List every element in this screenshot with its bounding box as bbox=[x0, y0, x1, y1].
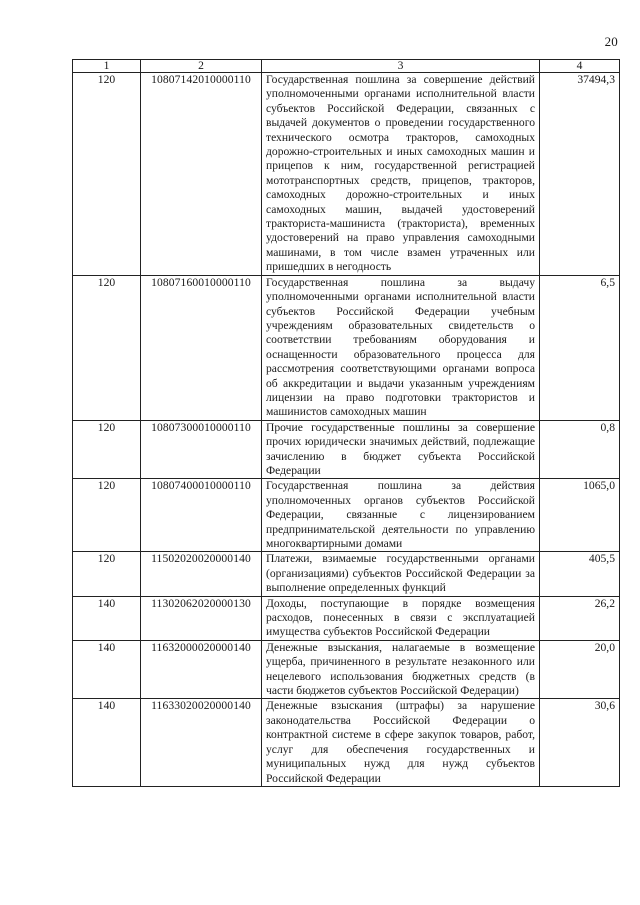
budget-code-cell: 10807160010000110 bbox=[141, 275, 262, 420]
revenue-table bbox=[72, 59, 620, 787]
header-col-2: 2 bbox=[141, 60, 262, 73]
revenue-name-cell: Платежи, взимаемые государственными органами (организациями) субъектов Российской Федерации за выполнение определенных функций bbox=[262, 552, 540, 596]
table-row bbox=[73, 699, 620, 786]
revenue-name-cell: Доходы, поступающие в порядке возмещения расходов, понесенных в связи с эксплуатацией имущества субъектов Российской Федерации bbox=[262, 596, 540, 640]
amount-cell: 30,6 bbox=[540, 699, 620, 786]
header-col-3: 3 bbox=[262, 60, 540, 73]
table-row bbox=[73, 420, 620, 479]
amount-cell: 0,8 bbox=[540, 420, 620, 479]
amount-cell: 6,5 bbox=[540, 275, 620, 420]
amount-cell: 26,2 bbox=[540, 596, 620, 640]
admin-code-cell: 140 bbox=[73, 640, 141, 699]
admin-code-cell: 120 bbox=[73, 552, 141, 596]
header-col-1: 1 bbox=[73, 60, 141, 73]
revenue-name-cell: Государственная пошлина за совершение действий уполномоченными органами исполнительной власти субъектов Российской Федерации, связанных с выдачей документов о проведении государственного технического осмотра тракторов, самоходных дорожно-строительных и иных самоходных машин и прицепов к ним, государственной регистрацией мототранспортных средств, прицепов, тракторов, самоходных дорожно-строительных и иных самоходных машин, выдачей удостоверений тракториста-машиниста (тракториста), временных удостоверений на право управления самоходными машинами, в том числе взамен утраченных или пришедших в негодность bbox=[262, 73, 540, 276]
page-number: 20 bbox=[604, 34, 618, 49]
amount-cell: 37494,3 bbox=[540, 73, 620, 276]
admin-code-cell: 140 bbox=[73, 596, 141, 640]
admin-code-cell: 120 bbox=[73, 420, 141, 479]
amount-cell: 20,0 bbox=[540, 640, 620, 699]
header-col-4: 4 bbox=[540, 60, 620, 73]
revenue-name-cell: Прочие государственные пошлины за совершение прочих юридически значимых действий, подлежащие зачислению в бюджет субъекта Российской Федерации bbox=[262, 420, 540, 479]
admin-code-cell: 120 bbox=[73, 479, 141, 552]
budget-code-cell: 10807400010000110 bbox=[141, 479, 262, 552]
table-row bbox=[73, 596, 620, 640]
amount-cell: 1065,0 bbox=[540, 479, 620, 552]
amount-cell: 405,5 bbox=[540, 552, 620, 596]
revenue-name-cell: Государственная пошлина за действия уполномоченных органов субъектов Российской Федерации, связанные с лицензированием предпринимательской деятельности по управлению многоквартирными домами bbox=[262, 479, 540, 552]
header-row bbox=[73, 60, 620, 73]
budget-code-cell: 10807300010000110 bbox=[141, 420, 262, 479]
table-row bbox=[73, 73, 620, 276]
admin-code-cell: 120 bbox=[73, 275, 141, 420]
budget-code-cell: 11502020020000140 bbox=[141, 552, 262, 596]
budget-code-cell: 11302062020000130 bbox=[141, 596, 262, 640]
budget-code-cell: 11633020020000140 bbox=[141, 699, 262, 786]
revenue-name-cell: Денежные взыскания (штрафы) за нарушение законодательства Российской Федерации о контрактной системе в сфере закупок товаров, работ, услуг для обеспечения государственных и муниципальных нужд для нужд субъектов Российской Федерации bbox=[262, 699, 540, 786]
revenue-name-cell: Государственная пошлина за выдачу уполномоченными органами исполнительной власти субъектов Российской Федерации учебным учреждениям образовательных свидетельств о соответствии требованиям оборудования и оснащенности образовательного процесса для рассмотрения соответствующими органами вопроса об аккредитации и выдачи указанным учреждениям лицензии на право подготовки трактористов и машинистов самоходных машин bbox=[262, 275, 540, 420]
admin-code-cell: 120 bbox=[73, 73, 141, 276]
table-row bbox=[73, 479, 620, 552]
revenue-name-cell: Денежные взыскания, налагаемые в возмещение ущерба, причиненного в результате незаконного или нецелевого использования бюджетных средств (в части бюджетов субъектов Российской Федерации) bbox=[262, 640, 540, 699]
admin-code-cell: 140 bbox=[73, 699, 141, 786]
table-row bbox=[73, 275, 620, 420]
table-row bbox=[73, 552, 620, 596]
budget-code-cell: 11632000020000140 bbox=[141, 640, 262, 699]
budget-code-cell: 10807142010000110 bbox=[141, 73, 262, 276]
table-row bbox=[73, 640, 620, 699]
